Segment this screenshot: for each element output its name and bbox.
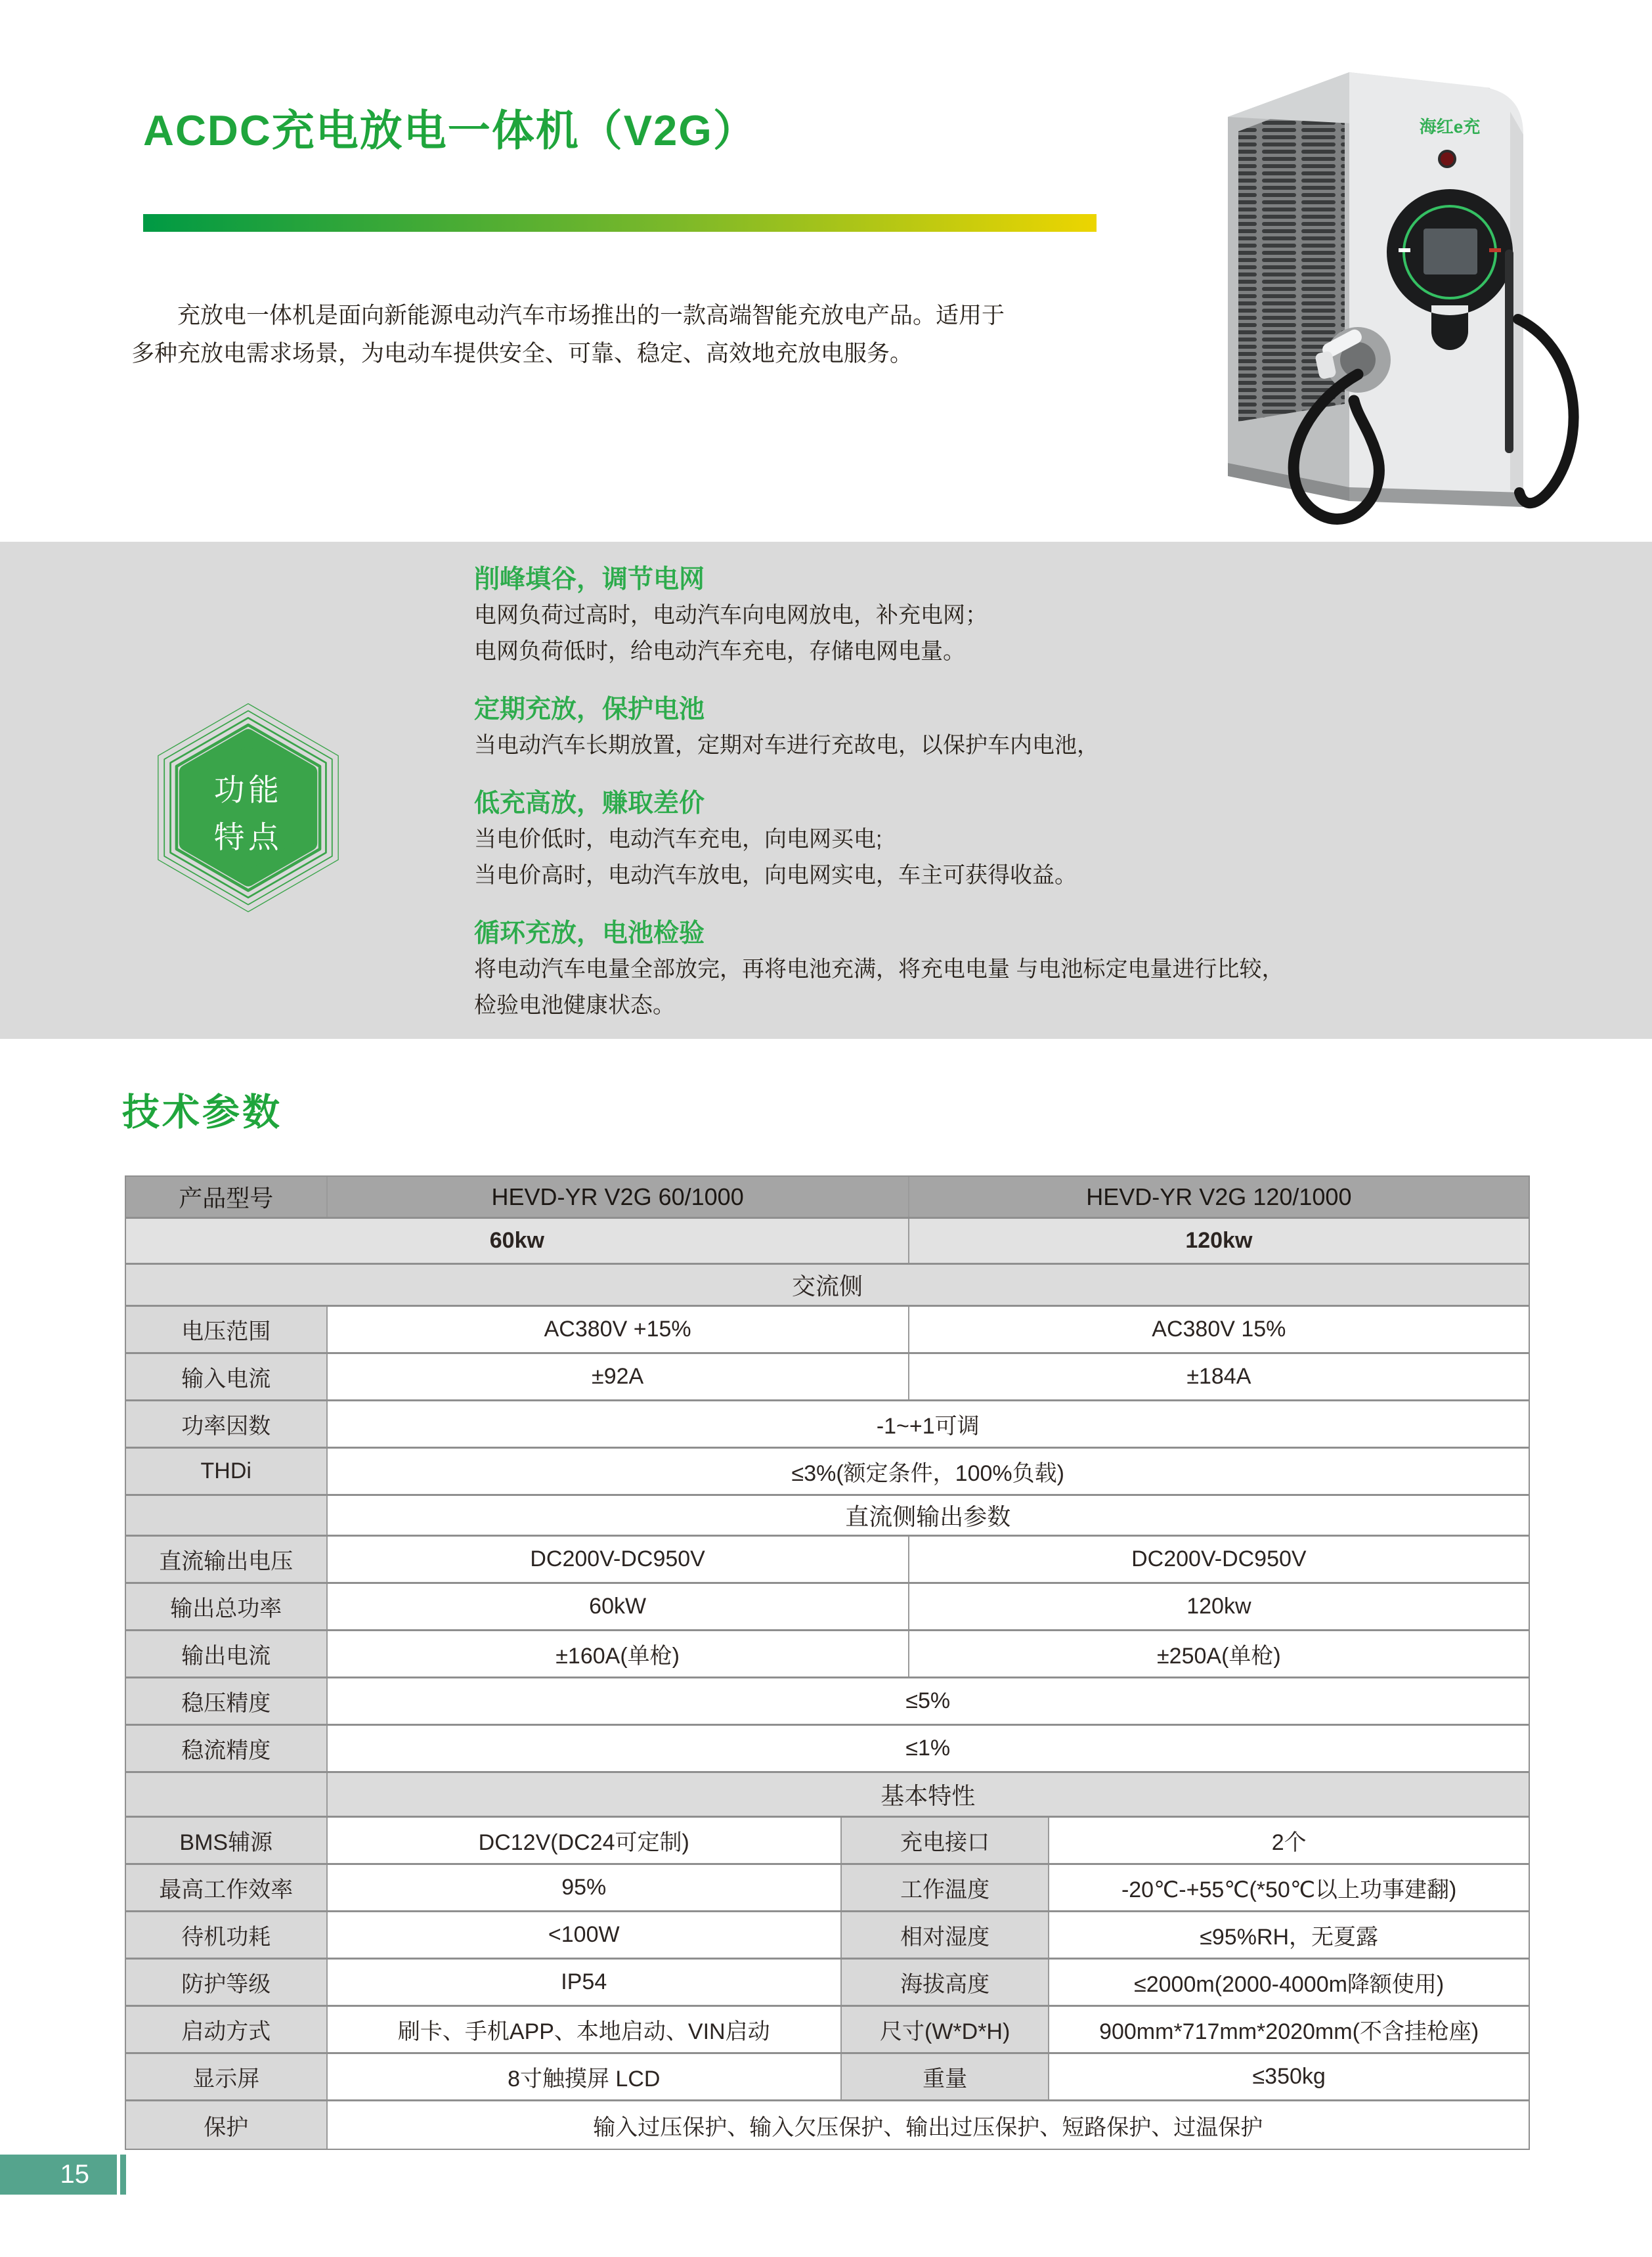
spec-table-cell: DC200V-DC950V — [328, 1537, 909, 1582]
spec-table-row — [126, 1265, 1529, 1307]
spec-table-row — [126, 1818, 1529, 1865]
spec-table-cell: 保护 — [126, 2101, 328, 2149]
front-slot — [1505, 250, 1513, 453]
intro-line: 多种充放电需求场景，为电动车提供安全、可靠、稳定、高效地充放电服务。 — [131, 341, 913, 366]
hexagon-fill — [186, 737, 309, 879]
spec-table-cell: ≤95%RH，无夏露 — [1049, 1912, 1529, 1958]
spec-table-cell: 95% — [328, 1865, 842, 1910]
title-underline-gradient — [143, 214, 1097, 232]
spec-table-row — [126, 1631, 1529, 1678]
spec-table-cell: 输入过压保护、输入欠压保护、输出过压保护、短路保护、过温保护 — [328, 2101, 1529, 2149]
spec-table-cell: 交流侧 — [126, 1265, 1529, 1305]
spec-table-cell: 60kw — [126, 1219, 909, 1263]
spec-table-row — [126, 1177, 1529, 1219]
spec-table-row — [126, 1354, 1529, 1401]
spec-table-cell: 电压范围 — [126, 1307, 328, 1352]
specs-section-heading: 技术参数 — [122, 1091, 282, 1133]
feature-text-line: 将电动汽车电量全部放完，再将电池充满，将充电电量 与电池标定电量进行比较， — [474, 957, 1284, 982]
feature-list — [474, 562, 1577, 1024]
spec-table-row — [126, 1401, 1529, 1449]
spec-table-cell: THDi — [126, 1449, 328, 1494]
spec-table-cell: ±184A — [909, 1354, 1529, 1399]
spec-table-row — [126, 1678, 1529, 1726]
feature-text-line: 电网负荷过高时，电动汽车向电网放电，补充电网； — [474, 603, 988, 628]
spec-table-cell: 120kw — [909, 1219, 1529, 1263]
spec-table-cell: 2个 — [1049, 1818, 1529, 1863]
spec-table-cell: <100W — [328, 1912, 842, 1958]
product-image — [1182, 33, 1589, 532]
spec-table-cell: -20℃-+55℃(*50℃以上功事建翻) — [1049, 1865, 1529, 1910]
feature-text-line: 检验电池健康状态。 — [474, 993, 675, 1018]
feature-item — [474, 562, 1577, 670]
spec-table-cell: 输入电流 — [126, 1354, 328, 1399]
spec-table-cell: 海拔高度 — [842, 1960, 1049, 2005]
feature-text-line: 当电价低时，电动汽车充电，向电网买电; — [474, 827, 882, 852]
feature-title: 定期充放，保护电池 — [474, 695, 705, 724]
feature-item — [474, 786, 1577, 894]
spec-table-cell: 待机功耗 — [126, 1912, 328, 1958]
spec-table-cell: 产品型号 — [126, 1177, 328, 1217]
spec-table — [125, 1175, 1530, 2150]
feature-item — [474, 692, 1577, 764]
spec-table-row — [126, 1726, 1529, 1773]
spec-table-row — [126, 1496, 1529, 1537]
feature-title: 低充高放，赚取差价 — [474, 789, 705, 818]
spec-table-row — [126, 1449, 1529, 1496]
spec-table-row — [126, 1307, 1529, 1354]
spec-table-cell: 8寸触摸屏 LCD — [328, 2054, 842, 2099]
spec-table-row — [126, 1219, 1529, 1265]
spec-table-cell: 直流输出电压 — [126, 1537, 328, 1582]
feature-text-line: 当电价高时，电动汽车放电，向电网实电，车主可获得收益。 — [474, 863, 1077, 888]
spec-table-row — [126, 1960, 1529, 2007]
spec-table-cell: IP54 — [328, 1960, 842, 2005]
spec-table-cell: 60kW — [328, 1584, 909, 1629]
spec-table-row — [126, 2054, 1529, 2101]
spec-table-cell: 功率因数 — [126, 1401, 328, 1447]
badge-text-line1: 功能 — [213, 773, 283, 808]
spec-table-cell: 输出总功率 — [126, 1584, 328, 1629]
spec-table-cell: DC200V-DC950V — [909, 1537, 1529, 1582]
page-number-accent-bar — [120, 2155, 126, 2195]
spec-table-cell: 120kw — [909, 1584, 1529, 1629]
spec-table-cell: 最高工作效率 — [126, 1865, 328, 1910]
spec-table-row — [126, 1865, 1529, 1912]
spec-table-row — [126, 1773, 1529, 1818]
spec-table-cell: 输出电流 — [126, 1631, 328, 1676]
spec-table-cell — [126, 1773, 328, 1816]
spec-table-row — [126, 2007, 1529, 2054]
spec-table-cell: 稳压精度 — [126, 1678, 328, 1724]
spec-table-cell: 充电接口 — [842, 1818, 1049, 1863]
spec-table-cell: 工作温度 — [842, 1865, 1049, 1910]
spec-table-cell: HEVD-YR V2G 120/1000 — [909, 1177, 1529, 1217]
spec-table-cell: 防护等级 — [126, 1960, 328, 2005]
charging-cable-right — [1518, 319, 1574, 503]
feature-text-line: 当电动汽车长期放置，定期对车进行充故电，以保护车内电池， — [474, 733, 1099, 758]
spec-table-cell: 直流侧输出参数 — [328, 1496, 1529, 1535]
spec-table-cell: ≤3%(额定条件，100%负载) — [328, 1449, 1529, 1494]
spec-table-row — [126, 1584, 1529, 1631]
spec-table-cell: AC380V +15% — [328, 1307, 909, 1352]
spec-table-cell: 刷卡、手机APP、本地启动、VIN启动 — [328, 2007, 842, 2052]
feature-title: 循环充放，电池检验 — [474, 919, 705, 948]
spec-table-cell: ≤2000m(2000-4000m降额使用) — [1049, 1960, 1529, 2005]
spec-table-cell: ±92A — [328, 1354, 909, 1399]
page-number-badge: 15 — [0, 2155, 117, 2195]
spec-table-cell: 显示屏 — [126, 2054, 328, 2099]
spec-table-cell: AC380V 15% — [909, 1307, 1529, 1352]
spec-table-cell: 稳流精度 — [126, 1726, 328, 1771]
spec-table-cell: ≤350kg — [1049, 2054, 1529, 2099]
spec-table-cell: ≤1% — [328, 1726, 1529, 1771]
intro-line: 充放电一体机是面向新能源电动汽车市场推出的一款高端智能充放电产品。适用于 — [177, 303, 1005, 328]
spec-table-cell: 相对湿度 — [842, 1912, 1049, 1958]
spec-table-cell: 重量 — [842, 2054, 1049, 2099]
spec-table-cell: DC12V(DC24可定制) — [328, 1818, 842, 1863]
spec-table-cell: -1~+1可调 — [328, 1401, 1529, 1447]
features-hexagon-badge — [130, 690, 366, 926]
spec-table-row — [126, 2101, 1529, 2149]
feature-text-line: 电网负荷低时，给电动汽车充电，存储电网电量。 — [474, 639, 965, 664]
spec-table-row — [126, 1537, 1529, 1584]
spec-table-cell: 启动方式 — [126, 2007, 328, 2052]
spec-table-cell: ±160A(单枪) — [328, 1631, 909, 1676]
spec-table-row — [126, 1912, 1529, 1960]
spec-table-cell: BMS辅源 — [126, 1818, 328, 1863]
badge-text-line2: 特点 — [213, 820, 283, 855]
spec-table-cell — [126, 1496, 328, 1535]
page-title: ACDC充电放电一体机（V2G） — [143, 106, 757, 154]
feature-title: 削峰填谷，调节电网 — [474, 565, 705, 594]
spec-table-cell: ±250A(单枪) — [909, 1631, 1529, 1676]
spec-table-cell: 基本特性 — [328, 1773, 1529, 1816]
spec-table-cell: 尺寸(W*D*H) — [842, 2007, 1049, 2052]
indicator-light — [1439, 151, 1455, 167]
display-screen — [1424, 229, 1477, 274]
spec-table-cell: ≤5% — [328, 1678, 1529, 1724]
spec-table-cell: HEVD-YR V2G 60/1000 — [328, 1177, 909, 1217]
feature-item — [474, 916, 1577, 1024]
spec-table-cell: 900mm*717mm*2020mm(不含挂枪座) — [1049, 2007, 1529, 2052]
intro-paragraph — [131, 297, 1169, 373]
brand-logo-text: 海红e充 — [1419, 117, 1481, 137]
